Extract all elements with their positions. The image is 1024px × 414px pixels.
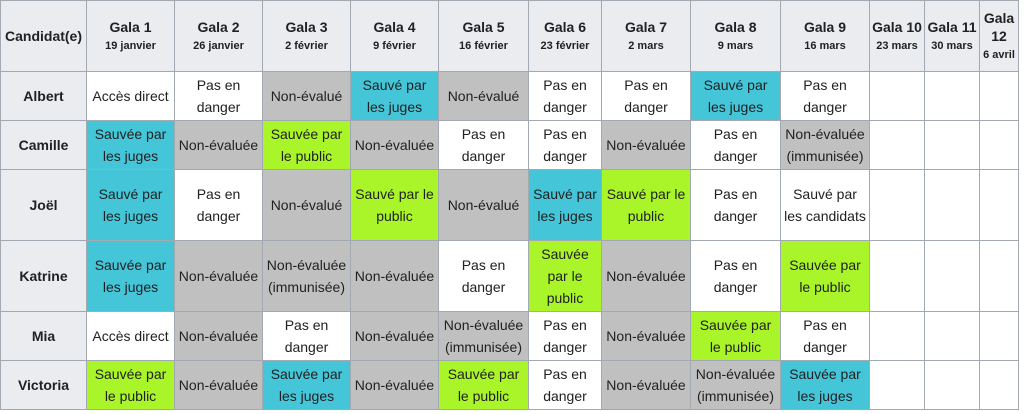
gala-date: 2 mars	[628, 40, 664, 52]
result-cell: Pas en danger	[781, 72, 870, 121]
result-cell: Pas en danger	[175, 72, 263, 121]
table-row	[1, 72, 1019, 121]
table-body	[1, 72, 1019, 410]
gala-name: Gala 6	[543, 19, 587, 35]
empty-cell	[925, 312, 980, 361]
result-cell: Sauvé par les juges	[529, 170, 602, 241]
gala-name: Gala 9	[803, 19, 847, 35]
result-cell: Non-évaluée	[602, 312, 691, 361]
result-cell: Non-évaluée (immunisée)	[691, 361, 781, 410]
result-cell: Sauvé par les juges	[87, 170, 175, 241]
gala-date: 16 février	[459, 40, 508, 52]
gala-name: Gala 3	[285, 19, 328, 35]
table-row	[1, 361, 1019, 410]
gala-name: Gala 12	[983, 10, 1015, 44]
gala-name: Gala 5	[462, 19, 505, 35]
empty-cell	[870, 241, 925, 312]
result-cell: Sauvé par les juges	[691, 72, 781, 121]
result-cell: Sauvée par le public	[691, 312, 781, 361]
result-cell: Pas en danger	[263, 312, 351, 361]
candidate-name: Joël	[1, 170, 87, 241]
result-cell: Sauvé par les candidats	[781, 170, 870, 241]
candidate-name: Victoria	[1, 361, 87, 410]
gala-header	[529, 1, 602, 72]
result-cell: Non-évaluée	[175, 241, 263, 312]
empty-cell	[925, 72, 980, 121]
empty-cell	[980, 170, 1019, 241]
gala-header	[263, 1, 351, 72]
result-cell: Accès direct	[87, 72, 175, 121]
empty-cell	[980, 361, 1019, 410]
candidate-name: Katrine	[1, 241, 87, 312]
result-cell: Sauvée par le public	[781, 241, 870, 312]
gala-name: Gala 2	[197, 19, 240, 35]
gala-name: Gala 7	[624, 19, 668, 35]
empty-cell	[980, 121, 1019, 170]
result-cell: Sauvée par les juges	[781, 361, 870, 410]
result-cell: Sauvée par le public	[439, 361, 529, 410]
result-cell: Non-évaluée	[351, 241, 439, 312]
result-cell: Non-évaluée	[175, 121, 263, 170]
result-cell: Pas en danger	[529, 121, 602, 170]
gala-name: Gala 1	[109, 19, 152, 35]
gala-name: Gala 4	[373, 19, 416, 35]
result-cell: Non-évaluée	[602, 361, 691, 410]
result-cell: Non-évaluée	[351, 361, 439, 410]
gala-date: 26 janvier	[193, 40, 244, 52]
gala-date: 30 mars	[931, 40, 973, 52]
empty-cell	[980, 241, 1019, 312]
empty-cell	[925, 121, 980, 170]
result-cell: Non-évaluée	[602, 241, 691, 312]
table-row	[1, 241, 1019, 312]
corner-header: Candidat(e)	[1, 1, 87, 72]
result-cell: Non-évaluée	[175, 312, 263, 361]
empty-cell	[980, 72, 1019, 121]
gala-name: Gala 11	[927, 19, 977, 35]
gala-header	[87, 1, 175, 72]
gala-date: 19 janvier	[105, 40, 156, 52]
gala-date: 16 mars	[804, 40, 846, 52]
candidate-name: Mia	[1, 312, 87, 361]
result-cell: Non-évaluée	[351, 121, 439, 170]
result-cell: Pas en danger	[529, 72, 602, 121]
result-cell: Sauvée par le public	[87, 361, 175, 410]
result-cell: Non-évaluée (immunisée)	[781, 121, 870, 170]
result-cell: Pas en danger	[175, 170, 263, 241]
empty-cell	[870, 72, 925, 121]
result-cell: Pas en danger	[439, 121, 529, 170]
table-row	[1, 121, 1019, 170]
result-cell: Pas en danger	[781, 312, 870, 361]
gala-date: 9 mars	[717, 40, 754, 52]
gala-header	[351, 1, 439, 72]
result-cell: Pas en danger	[691, 241, 781, 312]
gala-date: 6 avril	[983, 49, 1015, 61]
empty-cell	[925, 170, 980, 241]
gala-header	[439, 1, 529, 72]
empty-cell	[925, 361, 980, 410]
result-cell: Non-évaluée	[175, 361, 263, 410]
empty-cell	[980, 312, 1019, 361]
result-cell: Sauvée par le public	[263, 121, 351, 170]
result-cell: Sauvé par les juges	[351, 72, 439, 121]
result-cell: Accès direct	[87, 312, 175, 361]
table-row	[1, 312, 1019, 361]
result-cell: Sauvée par le public	[529, 241, 602, 312]
result-cell: Pas en danger	[529, 361, 602, 410]
result-cell: Non-évaluée (immunisée)	[439, 312, 529, 361]
result-cell: Sauvée par les juges	[87, 121, 175, 170]
result-cell: Non-évalué	[439, 72, 529, 121]
empty-cell	[870, 170, 925, 241]
empty-cell	[925, 241, 980, 312]
result-cell: Pas en danger	[602, 72, 691, 121]
result-cell: Pas en danger	[439, 241, 529, 312]
gala-header	[925, 1, 980, 72]
result-cell: Pas en danger	[529, 312, 602, 361]
gala-header	[175, 1, 263, 72]
result-cell: Non-évalué	[263, 170, 351, 241]
header-row	[1, 1, 1019, 72]
result-cell: Sauvée par les juges	[263, 361, 351, 410]
empty-cell	[870, 312, 925, 361]
gala-header	[691, 1, 781, 72]
candidate-name: Albert	[1, 72, 87, 121]
empty-cell	[870, 121, 925, 170]
result-cell: Sauvé par le public	[602, 170, 691, 241]
gala-header	[602, 1, 691, 72]
table-row	[1, 170, 1019, 241]
result-cell: Non-évaluée	[351, 312, 439, 361]
result-cell: Non-évaluée	[602, 121, 691, 170]
gala-header	[980, 1, 1019, 72]
result-cell: Sauvée par les juges	[87, 241, 175, 312]
result-cell: Pas en danger	[691, 170, 781, 241]
result-cell: Pas en danger	[691, 121, 781, 170]
gala-name: Gala 10	[872, 19, 922, 35]
gala-header	[781, 1, 870, 72]
gala-date: 2 février	[285, 40, 328, 52]
gala-date: 23 mars	[876, 40, 918, 52]
result-cell: Non-évaluée (immunisée)	[263, 241, 351, 312]
gala-date: 23 février	[540, 40, 590, 52]
empty-cell	[870, 361, 925, 410]
candidate-name: Camille	[1, 121, 87, 170]
gala-name: Gala 8	[714, 19, 757, 35]
gala-date: 9 février	[373, 40, 416, 52]
gala-header	[870, 1, 925, 72]
result-cell: Non-évalué	[263, 72, 351, 121]
result-cell: Non-évalué	[439, 170, 529, 241]
result-cell: Sauvé par le public	[351, 170, 439, 241]
